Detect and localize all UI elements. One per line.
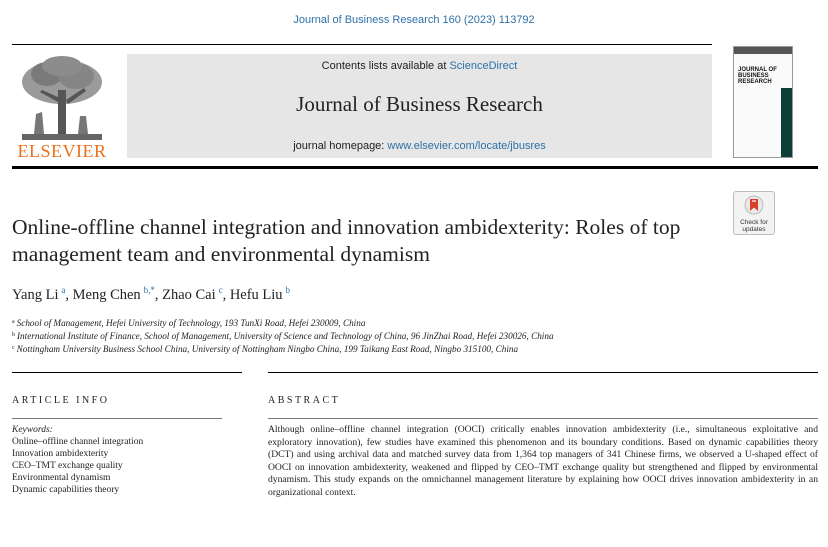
affiliation-text: Nottingham University Business School China, University of Nottingham Ningbo China, 199 Taikang East Road, Ningbo 315100, China (16, 344, 519, 354)
author-separator: , (65, 287, 73, 303)
author-separator: , (154, 287, 163, 303)
check-updates-line1: Check for (740, 219, 768, 226)
journal-banner (127, 54, 712, 158)
affiliation (12, 318, 365, 328)
keyword-item: Dynamic capabilities theory (12, 485, 120, 495)
elsevier-wordmark: ELSEVIER (17, 141, 107, 161)
homepage-prefix: journal homepage: (293, 140, 388, 152)
article-title: Online-offline channel integration and innovation ambidexterity: Roles of top management team and environmental dynamism (12, 215, 681, 266)
abstract-heading: ABSTRACT (268, 395, 341, 406)
affiliation (12, 331, 554, 341)
keywords-block (12, 424, 242, 496)
author-separator: , (222, 287, 230, 303)
header-thick-rule (12, 166, 818, 169)
article-info-heading: ARTICLE INFO (12, 395, 110, 406)
check-updates-line2: updates (742, 226, 766, 233)
author-name[interactable]: Hefu Liu (229, 287, 283, 303)
article-info-sub-rule (12, 418, 222, 419)
author-affiliation-mark[interactable]: a (61, 285, 66, 295)
affiliation (12, 344, 518, 354)
homepage-line (127, 140, 712, 152)
journal-cover-thumbnail[interactable] (733, 46, 793, 158)
author-name[interactable]: Yang Li (12, 287, 59, 303)
keyword-item: Environmental dynamism (12, 473, 111, 483)
affiliation-mark: a (12, 319, 15, 325)
keyword-item: Online–offline channel integration (12, 437, 144, 447)
cover-title: JOURNAL OF BUSINESS RESEARCH (738, 67, 777, 85)
affiliation-text: School of Management, Hefei University of Technology, 193 TunXi Road, Hefei 230009, China (16, 318, 366, 328)
journal-citation[interactable]: Journal of Business Research 160 (2023) 113792 (293, 14, 535, 26)
author-name[interactable]: Meng Chen (72, 287, 141, 303)
article-info-top-rule (12, 372, 242, 373)
author-affiliation-mark[interactable]: b,* (143, 285, 155, 295)
keyword-item: CEO–TMT exchange quality (12, 461, 123, 471)
author-list (12, 285, 290, 304)
keyword-item: Innovation ambidexterity (12, 449, 109, 459)
abstract-sub-rule (268, 418, 818, 419)
author-name[interactable]: Zhao Cai (162, 287, 216, 303)
affiliation-mark: c (12, 345, 15, 351)
author-affiliation-mark[interactable]: c (218, 285, 223, 295)
abstract-text: Although online–offline channel integration (OOCI) critically enables innovation ambidexterity (i.e., simultaneous exploitative and exploratory innovation), few studies have examined this phenomenon and its boundary conditions. Based on dynamic capabilities theory (DCT) and using archival data and matched survey data from 1,364 top managers of 341 Chinese firms, we observed a U-shaped effect of OOCI on innovation ambidexterity, weakened and flipped by CEO–TMT exchange quality but strengthened and flipped by environmental dynamism. This study expands on the omnichannel management literature by explaining how OOCI drives innovation ambidexterity in an organizational context. (268, 424, 818, 498)
affiliation-text: International Institute of Finance, School of Management, University of Science and Technology of China, 96 JinZhai Road, Hefei 230026, China (17, 331, 554, 341)
contents-prefix: Contents lists available at (321, 60, 450, 72)
sciencedirect-link[interactable]: ScienceDirect (449, 60, 518, 72)
journal-name: Journal of Business Research (296, 92, 543, 116)
cover-top-strip (734, 47, 792, 54)
abstract-top-rule (268, 372, 818, 373)
keywords-label: Keywords: (12, 425, 53, 435)
affiliation-mark: b (12, 332, 15, 338)
author-affiliation-mark[interactable]: b (285, 285, 290, 295)
homepage-link[interactable]: www.elsevier.com/locate/jbusres (387, 140, 546, 152)
bookmark-icon (744, 195, 764, 215)
check-for-updates-button[interactable] (733, 191, 775, 235)
header-divider (12, 44, 712, 45)
contents-line (127, 60, 712, 72)
cover-side-band (781, 88, 792, 158)
